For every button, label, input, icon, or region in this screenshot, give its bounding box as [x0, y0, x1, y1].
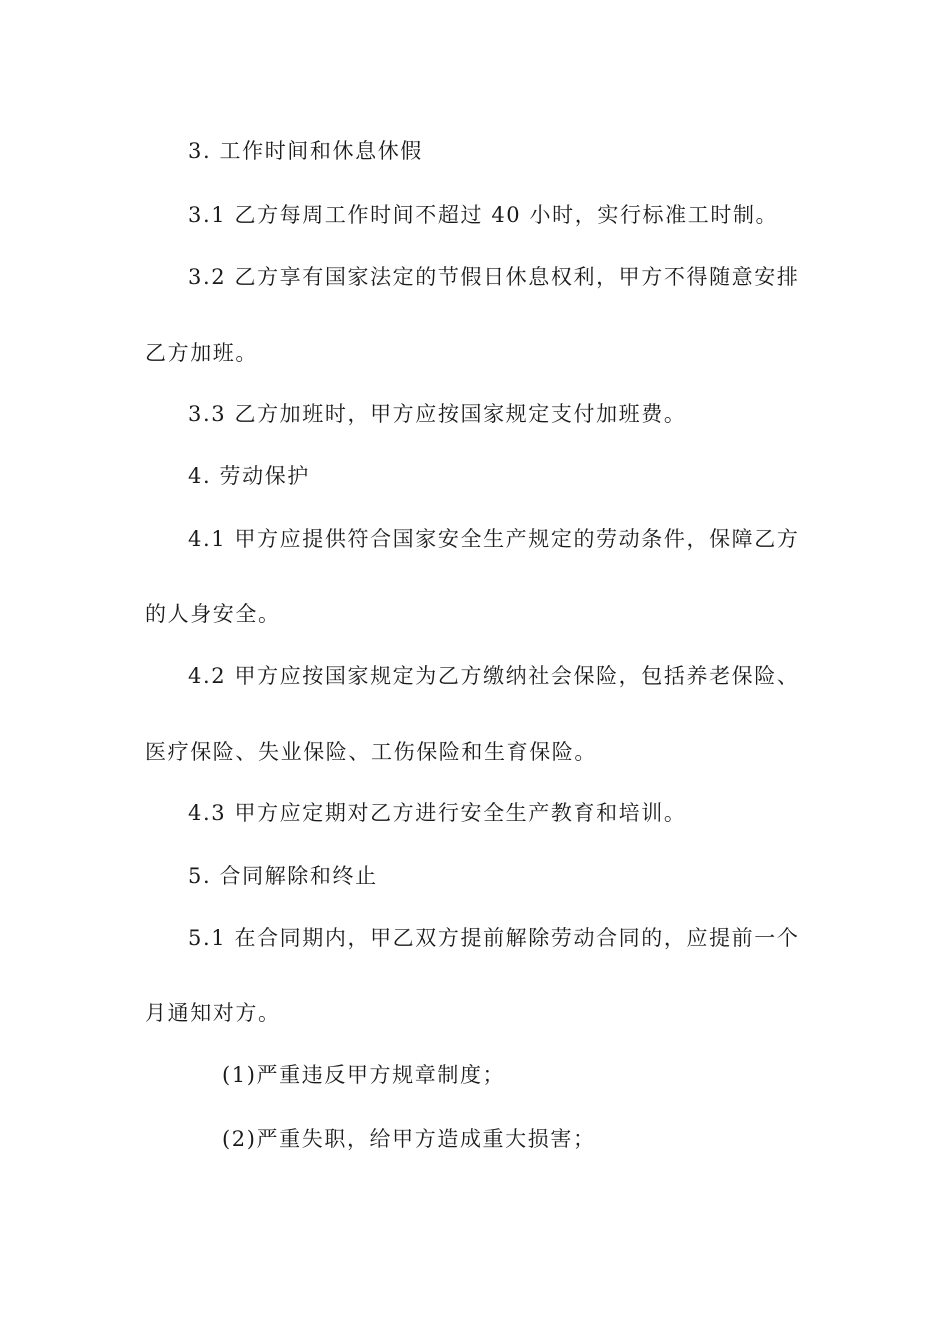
clause-5-1: 5.1 在合同期内，甲乙双方提前解除劳动合同的，应提前一个 — [188, 926, 800, 950]
clause-4-2-cont: 医疗保险、失业保险、工伤保险和生育保险。 — [145, 740, 597, 764]
clause-3-2: 3.2 乙方享有国家法定的节假日休息权利，甲方不得随意安排 — [188, 265, 800, 289]
clause-4-2: 4.2 甲方应按国家规定为乙方缴纳社会保险，包括养老保险、 — [188, 664, 800, 688]
clause-5-1-cont: 月通知对方。 — [145, 1001, 281, 1025]
clause-3-3: 3.3 乙方加班时，甲方应按国家规定支付加班费。 — [188, 402, 687, 426]
clause-4-1: 4.1 甲方应提供符合国家安全生产规定的劳动条件，保障乙方 — [188, 527, 800, 551]
section-heading-5: 5. 合同解除和终止 — [188, 864, 378, 888]
clause-4-1-cont: 的人身安全。 — [145, 602, 281, 626]
clause-3-1: 3.1 乙方每周工作时间不超过 40 小时，实行标准工时制。 — [188, 203, 779, 227]
clause-3-2-cont: 乙方加班。 — [145, 341, 258, 365]
list-item-2: (2)严重失职，给甲方造成重大损害； — [222, 1127, 596, 1151]
section-heading-3: 3. 工作时间和休息休假 — [188, 139, 423, 163]
section-heading-4: 4. 劳动保护 — [188, 464, 310, 488]
clause-4-3: 4.3 甲方应定期对乙方进行安全生产教育和培训。 — [188, 801, 687, 825]
list-item-1: (1)严重违反甲方规章制度； — [222, 1063, 506, 1087]
